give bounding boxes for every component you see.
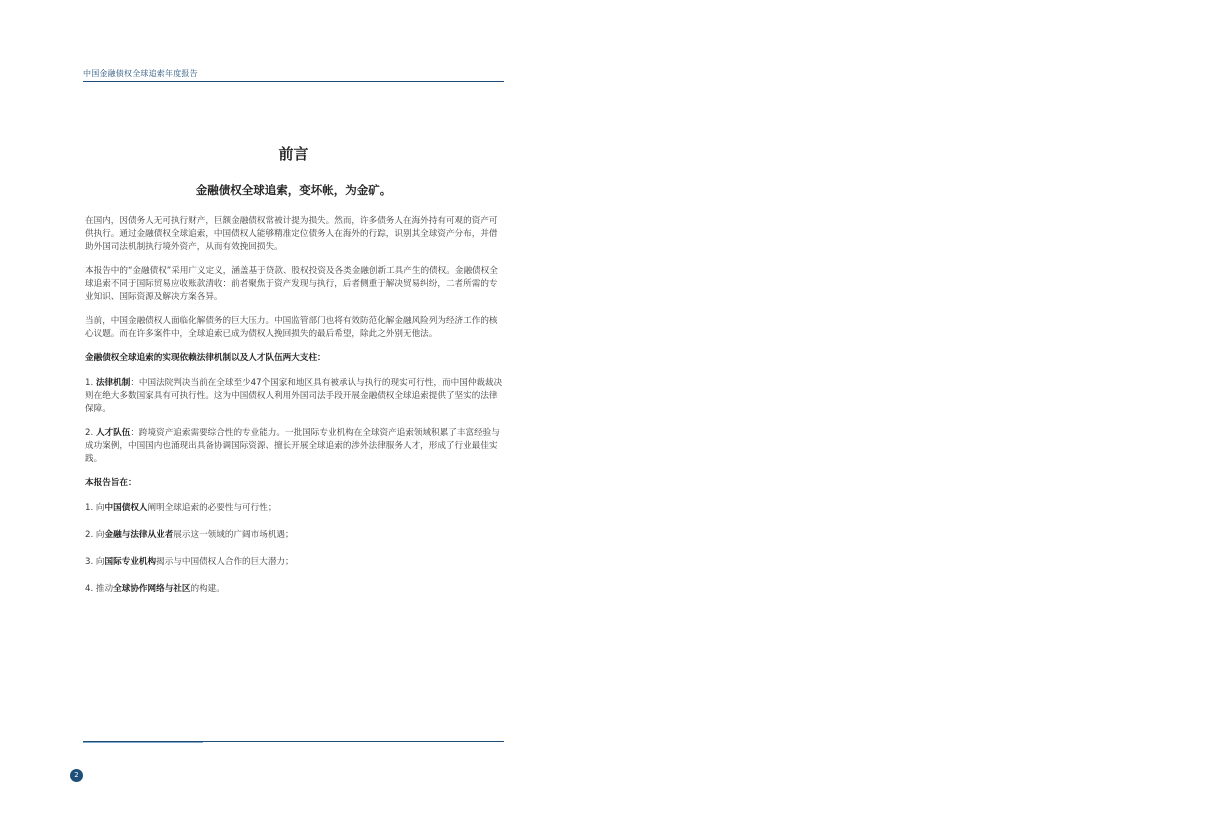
aim-text: 阐明全球追索的必要性与可行性； [147, 503, 277, 513]
aim-audience: 全球协作网络与社区 [113, 584, 191, 594]
page-subtitle: 金融债权全球追索，变坏帐，为金矿。 [195, 183, 392, 197]
pillar-title: 人才队伍 [95, 428, 131, 438]
aim-prefix: 1. 向 [85, 503, 105, 513]
pillar-item [85, 427, 503, 466]
aim-audience: 金融与法律从业者 [104, 530, 174, 540]
aim-audience: 国际专业机构 [104, 557, 157, 567]
page-number-badge: 2 [70, 769, 83, 782]
aim-item [85, 502, 503, 515]
page-title: 前言 [278, 145, 309, 163]
aim-item [85, 556, 503, 569]
aim-audience: 中国债权人 [104, 503, 148, 513]
pillar-text: ：跨境资产追索需要综合性的专业能力。一批国际专业机构在全球资产追索领域积累了丰富经验与成功案例，中国国内也涌现出具备协调国际资源、擅长开展全球追索的涉外法律服务人才，形成了行业最佳实践。 [85, 428, 500, 464]
definition-paragraph: 本报告中的“金融债权”采用广义定义，涵盖基于贷款、股权投资及各类金融创新工具产生的债权。金融债权全球追索不同于国际贸易应收账款清收：前者聚焦于资产发现与执行，后者侧重于解决贸易纠纷，二者所需的专业知识、国际资源及解决方案各异。 [85, 266, 498, 302]
aims-heading: 本报告旨在： [85, 478, 137, 488]
footer-divider-accent [83, 742, 203, 743]
pillar-number: 2. [85, 428, 96, 438]
intro-paragraph: 在国内，因债务人无可执行财产，巨额金融债权常被计提为损失。然而，许多债务人在海外持有可观的资产可供执行。通过金融债权全球追索，中国债权人能够精准定位债务人在海外的行踪，识别其全球资产分布，并借助外国司法机制执行境外资产，从而有效挽回损失。 [85, 216, 498, 252]
aim-prefix: 3. 向 [85, 557, 105, 567]
aim-prefix: 2. 向 [85, 530, 105, 540]
aim-prefix: 4. 推动 [85, 584, 114, 594]
header-divider [83, 81, 504, 82]
pillar-text: ：中国法院判决当前在全球至少47个国家和地区具有被承认与执行的现实可行性，而中国仲裁裁决则在绝大多数国家具有可执行性。这为中国债权人利用外国司法手段开展金融债权全球追索提供了坚实的法律保障。 [85, 378, 503, 414]
aim-text: 的构建。 [190, 584, 225, 594]
running-header: 中国金融债权全球追索年度报告 [83, 69, 198, 78]
pillar-item [85, 377, 503, 416]
pillars-heading: 金融债权全球追索的实现依赖法律机制以及人才队伍两大支柱： [85, 353, 326, 363]
aim-text: 揭示与中国债权人合作的巨大潜力； [156, 557, 294, 567]
page-body [85, 215, 503, 610]
aim-item [85, 529, 503, 542]
pillar-title: 法律机制 [95, 378, 131, 388]
pillar-number: 1. [85, 378, 96, 388]
context-paragraph: 当前，中国金融债权人面临化解债务的巨大压力。中国监管部门也将有效防范化解金融风险列为经济工作的核心议题。而在许多案件中，全球追索已成为债权人挽回损失的最后希望，除此之外别无他法。 [85, 316, 498, 339]
aim-item [85, 583, 503, 596]
aim-text: 展示这一领域的广阔市场机遇； [173, 530, 294, 540]
